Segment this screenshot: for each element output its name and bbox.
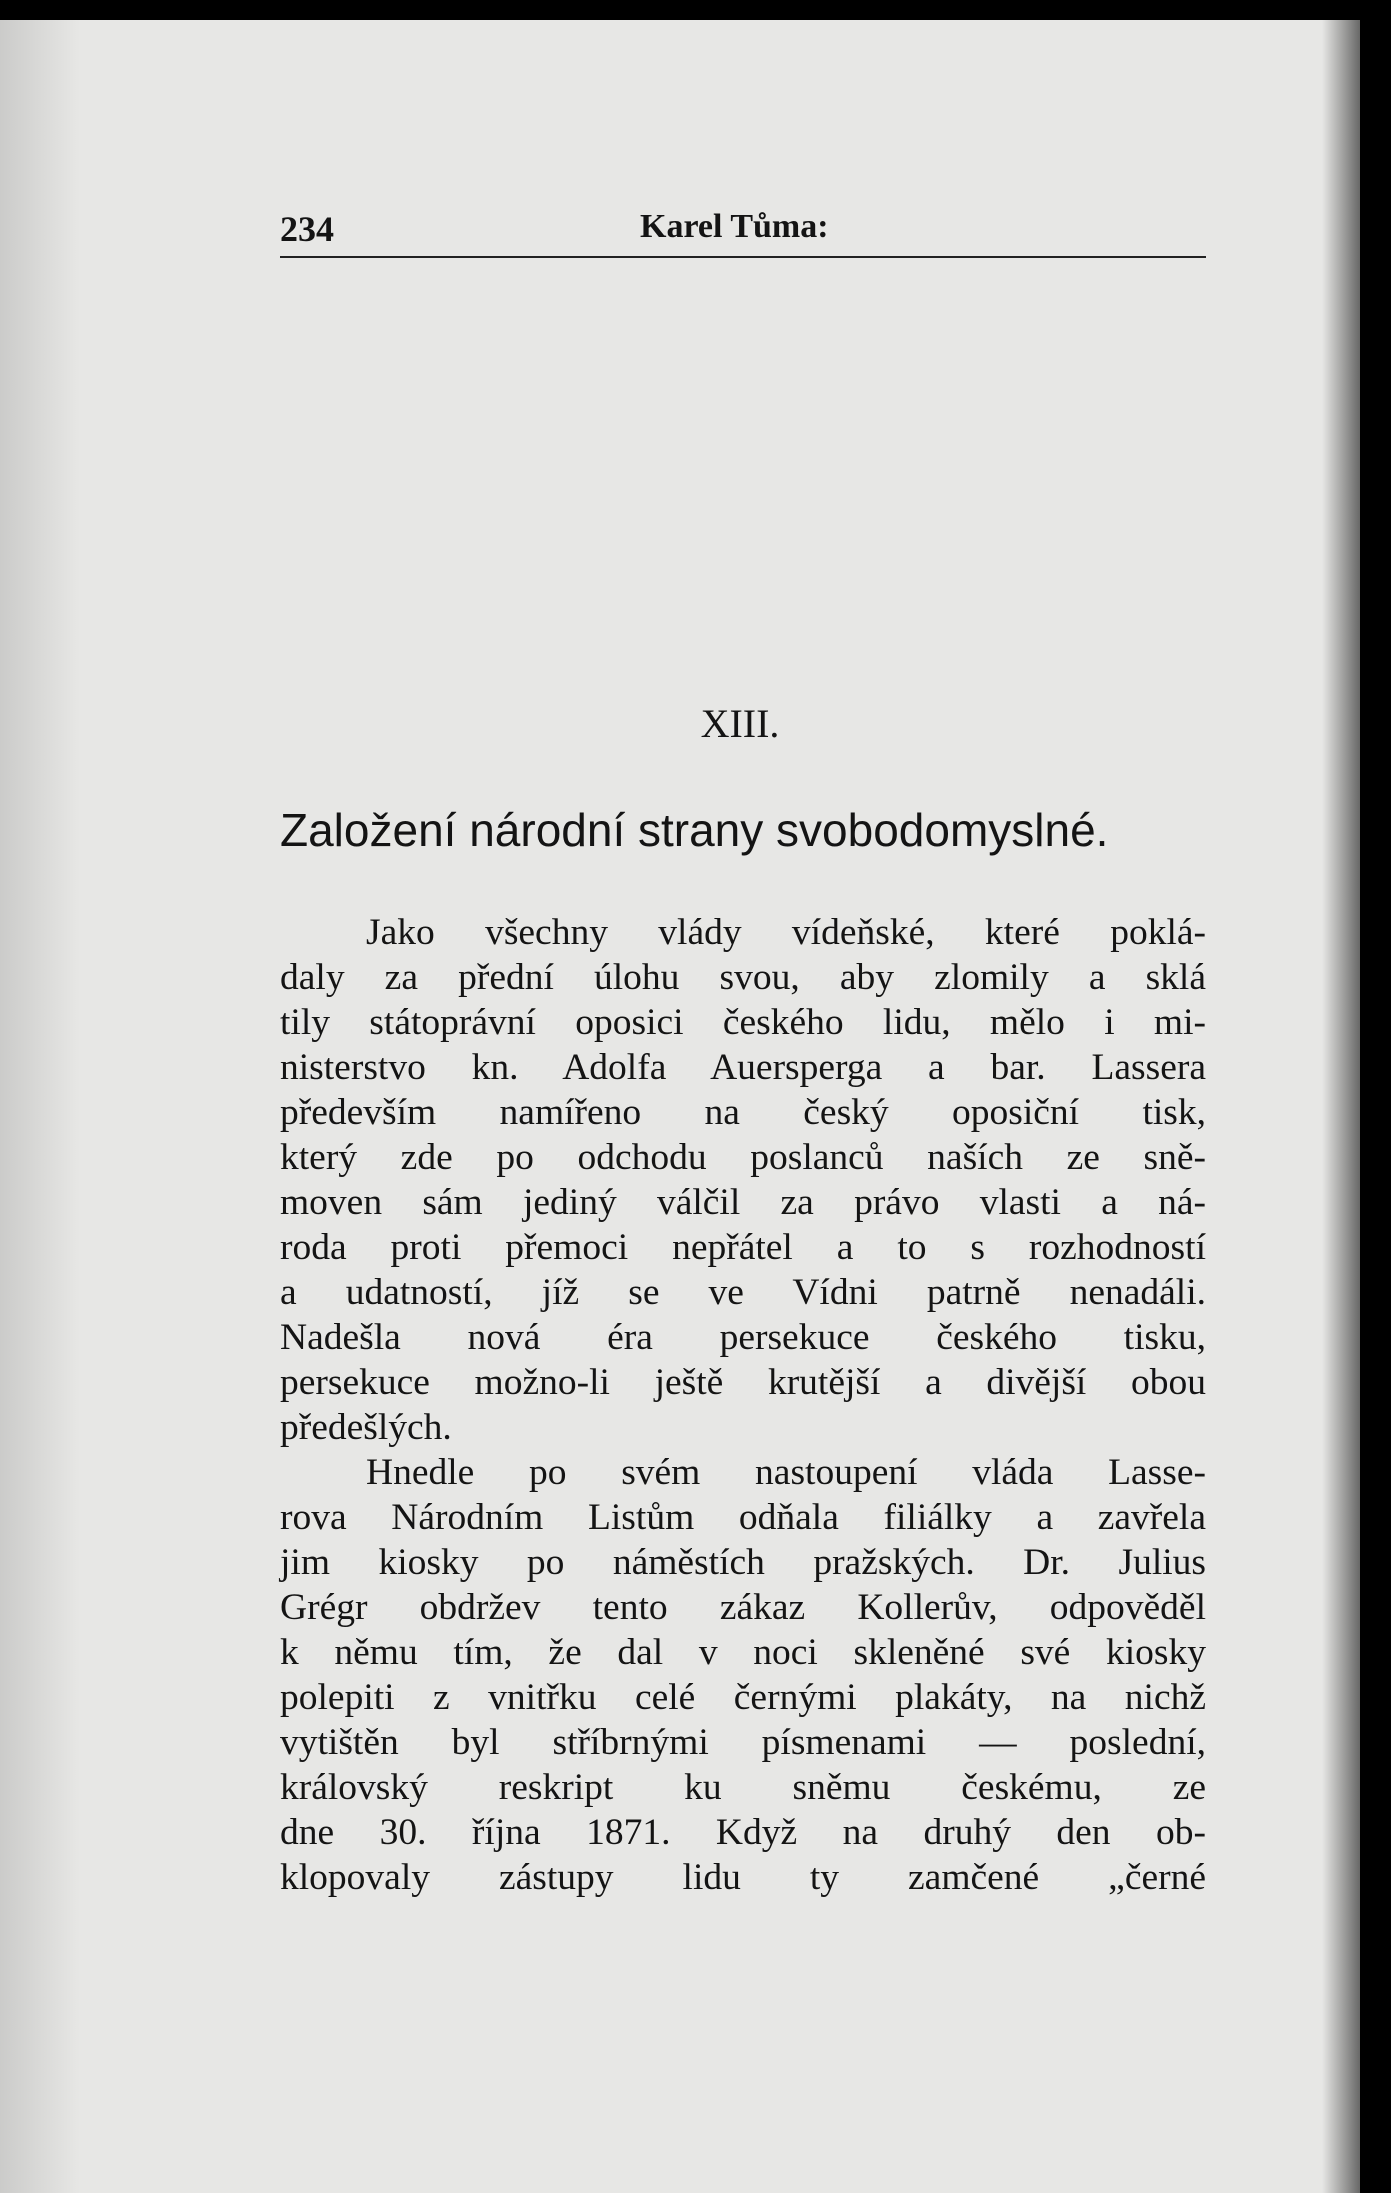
text-line: Jako všechny vlády vídeňské, které poklá- xyxy=(366,912,1206,953)
text-line: jim kiosky po náměstích pražských. Dr. Julius xyxy=(280,1542,1206,1583)
running-head: Karel Tůma: xyxy=(640,208,829,245)
text-line: polepiti z vnitřku celé černými plakáty, na nichž xyxy=(280,1677,1206,1718)
text-line: nisterstvo kn. Adolfa Auersperga a bar. Lassera xyxy=(280,1047,1206,1088)
text-line: především namířeno na český oposiční tisk, xyxy=(280,1092,1206,1133)
text-line: roda proti přemoci nepřátel a to s rozhodností xyxy=(280,1227,1206,1268)
text-line: dne 30. října 1871. Když na druhý den ob- xyxy=(280,1812,1206,1853)
text-line: a udatností, jíž se ve Vídni patrně nenadáli. xyxy=(280,1272,1206,1313)
text-line: daly za přední úlohu svou, aby zlomily a sklá xyxy=(280,957,1206,998)
chapter-number: XIII. xyxy=(700,701,780,746)
text-line: moven sám jediný válčil za právo vlasti a ná- xyxy=(280,1182,1206,1223)
page-spine-shadow xyxy=(1322,20,1360,2193)
text-line: který zde po odchodu poslanců naších ze sně- xyxy=(280,1137,1206,1178)
page-left-shadow xyxy=(0,20,80,2193)
text-line: persekuce možno-li ještě krutější a divější obou xyxy=(280,1362,1206,1403)
text-line: vytištěn byl stříbrnými písmenami — poslední, xyxy=(280,1722,1206,1763)
text-line: Grégr obdržev tento zákaz Kollerův, odpověděl xyxy=(280,1587,1206,1628)
text-line: rova Národním Listům odňala filiálky a zavřela xyxy=(280,1497,1206,1538)
text-line: Nadešla nová éra persekuce českého tisku, xyxy=(280,1317,1206,1358)
text-line: královský reskript ku sněmu českému, ze xyxy=(280,1767,1206,1808)
text-line: k němu tím, že dal v noci skleněné své kiosky xyxy=(280,1632,1206,1673)
page-number: 234 xyxy=(280,209,334,249)
text-line: Hnedle po svém nastoupení vláda Lasse- xyxy=(366,1452,1206,1493)
page-header xyxy=(280,208,1206,258)
text-line: předešlých. xyxy=(280,1407,452,1448)
body-text xyxy=(280,910,1206,1900)
text-line: tily státoprávní oposici českého lidu, mělo i mi- xyxy=(280,1002,1206,1043)
text-line: klopovaly zástupy lidu ty zamčené „černé xyxy=(280,1857,1206,1898)
chapter-title: Založení národní strany svobodomyslné. xyxy=(280,804,1109,856)
